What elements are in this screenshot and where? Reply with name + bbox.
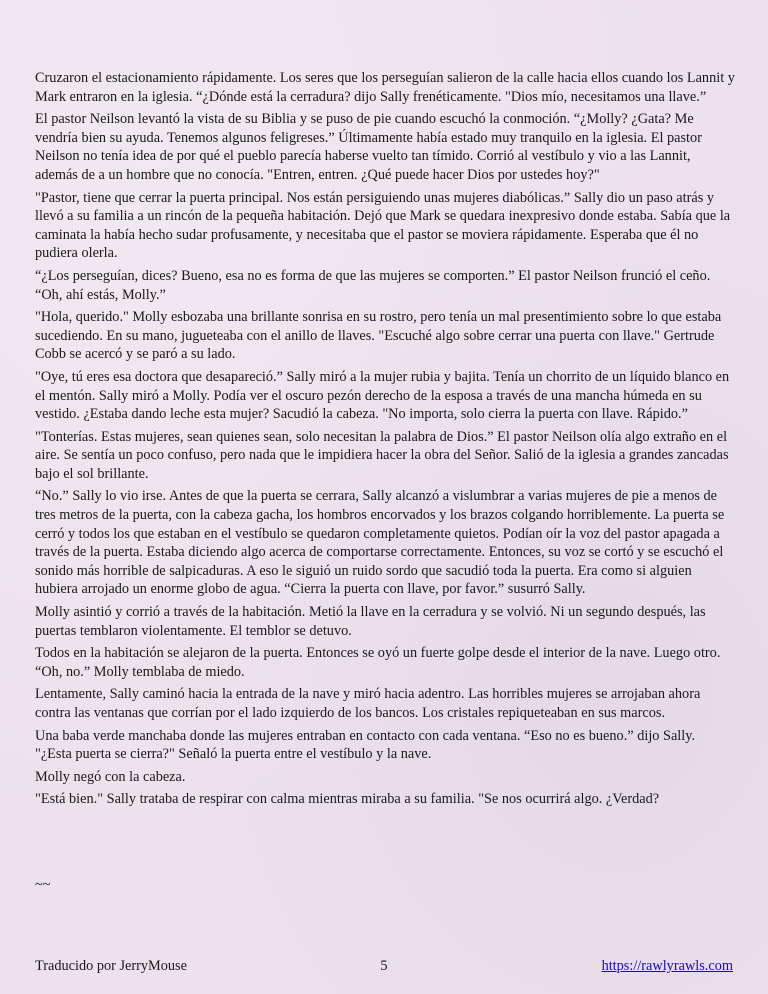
- paragraph: "Está bien." Sally trataba de respirar con calma mientras miraba a su familia. "Se nos ocurrirá algo. ¿Verdad?: [35, 791, 660, 808]
- page-footer: [35, 957, 733, 975]
- paragraph: Lentamente, Sally caminó hacia la entrada de la nave y miró hacia adentro. Las horribles mujeres se arrojaban ahora contra las ventanas que corrían por el lado izquierdo de los bancos. Los cristales repiqueteaban en sus marcos.: [35, 686, 701, 721]
- paragraph: “No.” Sally lo vio irse. Antes de que la puerta se cerrara, Sally alcanzó a vislumbrar a varias mujeres de pie a menos de tres metros de la puerta, con la cabeza gacha, los hombros encorvados y los brazos colgando horriblemente. La puerta se cerró y todos los que estaban en el vestíbulo se quedaron completamente quietos. Podían oír la voz del pastor apagada a través de la puerta. Estaba diciendo algo acerca de comportarse correctamente. Entonces, su voz se cortó y se escuchó el sonido más horrible de salpicaduras. A eso le siguió un ruido sordo que sacudió toda la puerta. Era como si alguien hubiera arrojado un enorme globo de agua. “Cierra la puerta con llave, por favor.” susurró Sally.: [35, 488, 725, 598]
- paragraph: “¿Los perseguían, dices? Bueno, esa no es forma de que las mujeres se comporten.” El pastor Neilson frunció el ceño. “Oh, ahí estás, Molly.”: [35, 267, 711, 303]
- paragraph: "Pastor, tiene que cerrar la puerta principal. Nos están persiguiendo unas mujeres diabólicas.” Sally dio un paso atrás y llevó a su familia a un rincón de la pequeña habitación. Dejó que Mark se quedara inexpresivo donde estaba. Sabía que la caminata la había hecho sudar profusamente, y necesitaba que el pastor se moviera rápidamente. Esperaba que él no pudiera olerla.: [35, 189, 731, 262]
- section-separator: ~~: [35, 877, 51, 893]
- body-text: [35, 69, 735, 813]
- paragraph: Molly negó con la cabeza.: [35, 768, 186, 785]
- paragraph: Todos en la habitación se alejaron de la puerta. Entonces se oyó un fuerte golpe desde el interior de la nave. Luego otro. “Oh, no.” Molly temblaba de miedo.: [35, 645, 721, 680]
- paragraph: Molly asintió y corrió a través de la habitación. Metió la llave en la cerradura y se volvió. Ni un segundo después, las puertas temblaron violentamente. El temblor se detuvo.: [35, 604, 706, 639]
- paragraph: Cruzaron el estacionamiento rápidamente. Los seres que los perseguían salieron de la calle hacia ellos cuando los Lannit y Mark entraron en la iglesia. “¿Dónde está la cerradura? dijo Sally frenéticamente. "Dios mío, necesitamos una llave.”: [35, 70, 735, 105]
- website-link[interactable]: https://rawlyrawls.com: [601, 958, 733, 974]
- paragraph: Una baba verde manchaba donde las mujeres entraban en contacto con cada ventana. “Eso no es bueno.” dijo Sally. "¿Esta puerta se cierra?" Señaló la puerta entre el vestíbulo y la nave.: [35, 727, 696, 763]
- paragraph: El pastor Neilson levantó la vista de su Biblia y se puso de pie cuando escuchó la conmoción. “¿Molly? ¿Gata? Me vendría bien su ayuda. Tenemos algunos feligreses.” Últimamente había estado muy tranquilo en la iglesia. El pastor Neilson no tenía idea de por qué el pueblo parecía haberse vuelto tan tímido. Corrió al vestíbulo y vio a las Lannit, además de a un hombre que no conocía. "Entren, entren. ¿Qué puede hacer Dios por ustedes hoy?": [35, 111, 702, 183]
- paragraph: "Tonterías. Estas mujeres, sean quienes sean, solo necesitan la palabra de Dios.” El pastor Neilson olía algo extraño en el aire. Se sentía un poco confuso, pero nada que le impidiera hacer la obra del Señor. Salió de la iglesia a grandes zancadas bajo el sol brillante.: [35, 428, 729, 482]
- translator-credit: Traducido por JerryMouse: [35, 958, 187, 974]
- paragraph: "Oye, tú eres esa doctora que desapareció.” Sally miró a la mujer rubia y bajita. Tenía un chorrito de un líquido blanco en el mentón. Sally miró a Molly. Podía ver el oscuro pezón derecho de la esposa a través de una mancha húmeda en su vestido. ¿Estaba dando leche esta mujer? Sacudió la cabeza. "No importa, solo cierra la puerta con llave. Rápido.”: [35, 368, 730, 423]
- page-number: 5: [380, 958, 388, 974]
- paragraph: "Hola, querido." Molly esbozaba una brillante sonrisa en su rostro, pero tenía un mal presentimiento sobre lo que estaba sucediendo. En su mano, jugueteaba con el anillo de llaves. "Escuché algo sobre cerrar una puerta con llave." Gertrude Cobb se acercó y se paró a su lado.: [35, 309, 722, 363]
